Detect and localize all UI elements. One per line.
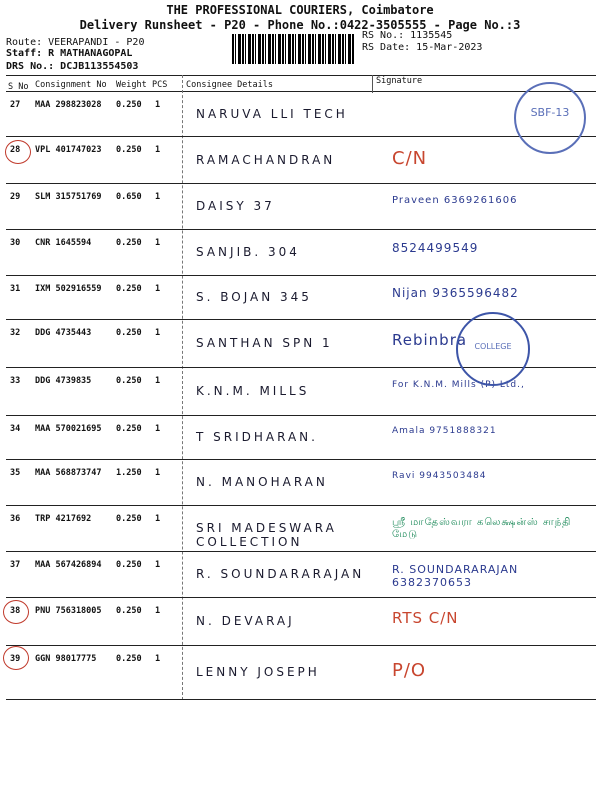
row-consignee: SANTHAN SPN 1 <box>196 336 333 350</box>
row-sno: 31 <box>10 284 21 294</box>
row-consignee: SRI MADESWARA COLLECTION <box>196 521 337 549</box>
stamp-college-text: COLLEGE <box>474 342 512 351</box>
col-pcs: PCS <box>152 80 168 90</box>
table-row <box>0 276 600 320</box>
row-sno: 30 <box>10 238 21 248</box>
row-weight: 0.250 <box>116 100 142 110</box>
row-sno: 36 <box>10 514 21 524</box>
row-consignee: T SRIDHARAN. <box>196 430 318 444</box>
row-consignment-no: DDG 4739835 <box>35 376 92 386</box>
row-consignment-no: MAA 298823028 <box>35 100 102 110</box>
row-signature: ஸ்ரீ மாதேஸ்வரா கலெக்ஷன்ஸ் சாந்தி மேடு <box>392 517 572 540</box>
red-circle-mark-39 <box>3 646 29 670</box>
table-row <box>0 460 600 506</box>
row-weight: 0.250 <box>116 560 142 570</box>
table-top-border <box>6 75 596 76</box>
table-row <box>0 416 600 460</box>
table-row <box>0 92 600 137</box>
table-row <box>0 506 600 552</box>
row-consignment-no: MAA 568873747 <box>35 468 102 478</box>
col-consignee-details: Consignee Details <box>186 80 273 90</box>
staff-label: Staff: R MATHANAGOPAL <box>6 48 133 59</box>
row-weight: 0.250 <box>116 606 142 616</box>
col-sno: S No <box>8 82 29 92</box>
row-consignment-no: SLM 315751769 <box>35 192 102 202</box>
row-divider <box>6 699 596 700</box>
row-sno: 33 <box>10 376 21 386</box>
stamp-center-text: SBF-13 <box>530 106 570 119</box>
row-pcs: 1 <box>155 606 161 616</box>
row-pcs: 1 <box>155 514 161 524</box>
row-consignee: DAISY 37 <box>196 199 275 213</box>
document-subtitle: Delivery Runsheet - P20 - Phone No.:0422-3505555 - Page No.:3 <box>79 18 521 32</box>
row-sno: 32 <box>10 328 21 338</box>
row-consignee: LENNY JOSEPH <box>196 665 320 679</box>
row-weight: 0.250 <box>116 424 142 434</box>
college-round-stamp <box>456 312 530 386</box>
row-weight: 0.250 <box>116 514 142 524</box>
row-signature: Amala 9751888321 <box>392 426 497 436</box>
col-consignment: Consignment No <box>35 80 107 90</box>
row-consignment-no: CNR 1645594 <box>35 238 92 248</box>
rs-number: RS No.: 1135545 <box>362 30 453 41</box>
row-sno: 37 <box>10 560 21 570</box>
row-signature: Praveen 6369261606 <box>392 195 518 206</box>
table-row <box>0 230 600 276</box>
table-row <box>0 137 600 184</box>
barcode <box>232 34 354 64</box>
row-consignee: N. MANOHARAN <box>196 475 328 489</box>
row-consignment-no: TRP 4217692 <box>35 514 92 524</box>
row-signature: C/N <box>392 147 428 169</box>
route-label: Route: VEERAPANDI - P20 <box>6 37 145 48</box>
row-signature: 8524499549 <box>392 241 479 255</box>
row-consignment-no: MAA 567426894 <box>35 560 102 570</box>
row-consignee: R. SOUNDARARAJAN <box>196 567 365 581</box>
row-signature: P/O <box>392 660 427 681</box>
table-row <box>0 646 600 700</box>
row-sno: 39 <box>10 654 21 664</box>
row-pcs: 1 <box>155 145 161 155</box>
signature-column-divider <box>372 75 373 93</box>
row-pcs: 1 <box>155 424 161 434</box>
row-pcs: 1 <box>155 468 161 478</box>
row-consignee: SANJIB. 304 <box>196 245 300 259</box>
row-signature: RTS C/N <box>392 609 459 627</box>
row-consignment-no: PNU 756318005 <box>35 606 102 616</box>
row-signature: R. SOUNDARARAJAN 6382370653 <box>392 563 519 589</box>
row-sno: 35 <box>10 468 21 478</box>
rs-date: RS Date: 15-Mar-2023 <box>362 42 483 53</box>
row-consignment-no: GGN 98017775 <box>35 654 97 664</box>
row-consignee: N. DEVARAJ <box>196 614 295 628</box>
row-pcs: 1 <box>155 100 161 110</box>
row-sno: 38 <box>10 606 21 616</box>
row-weight: 0.250 <box>116 238 142 248</box>
row-weight: 0.250 <box>116 654 142 664</box>
row-weight: 0.250 <box>116 284 142 294</box>
row-consignment-no: IXM 502916559 <box>35 284 102 294</box>
row-consignee: RAMACHANDRAN <box>196 152 336 167</box>
row-pcs: 1 <box>155 560 161 570</box>
table-row <box>0 598 600 646</box>
row-sno: 34 <box>10 424 21 434</box>
row-pcs: 1 <box>155 654 161 664</box>
row-consignment-no: DDG 4735443 <box>35 328 92 338</box>
row-consignee: S. BOJAN 345 <box>196 290 312 304</box>
table-row <box>0 552 600 598</box>
row-pcs: 1 <box>155 328 161 338</box>
row-sno: 29 <box>10 192 21 202</box>
company-round-stamp <box>514 82 586 154</box>
red-circle-mark-28 <box>5 140 31 164</box>
row-weight: 0.250 <box>116 328 142 338</box>
drs-number: DRS No.: DCJB113554503 <box>6 61 139 72</box>
row-weight: 0.250 <box>116 376 142 386</box>
row-consignee: K.N.M. MILLS <box>196 384 310 398</box>
row-signature: Nijan 9365596482 <box>392 286 519 300</box>
row-consignment-no: VPL 401747023 <box>35 145 102 155</box>
row-pcs: 1 <box>155 376 161 386</box>
row-consignment-no: MAA 570021695 <box>35 424 102 434</box>
row-signature: For K.N.M. Mills (P) Ltd., <box>392 380 525 390</box>
row-signature: Ravi 9943503484 <box>392 471 487 481</box>
row-sno: 27 <box>10 100 21 110</box>
row-weight: 0.650 <box>116 192 142 202</box>
row-weight: 1.250 <box>116 468 142 478</box>
col-signature: Signature <box>376 76 423 86</box>
red-circle-mark-38 <box>3 600 29 624</box>
row-signature: Rebinbra <box>392 331 468 349</box>
table-row <box>0 184 600 230</box>
row-pcs: 1 <box>155 192 161 202</box>
row-sno: 28 <box>10 145 21 155</box>
row-weight: 0.250 <box>116 145 142 155</box>
document-title: THE PROFESSIONAL COURIERS, Coimbatore <box>166 3 434 17</box>
row-pcs: 1 <box>155 238 161 248</box>
row-consignee: NARUVA LLI TECH <box>196 106 348 121</box>
col-weight: Weight <box>116 80 147 90</box>
row-pcs: 1 <box>155 284 161 294</box>
